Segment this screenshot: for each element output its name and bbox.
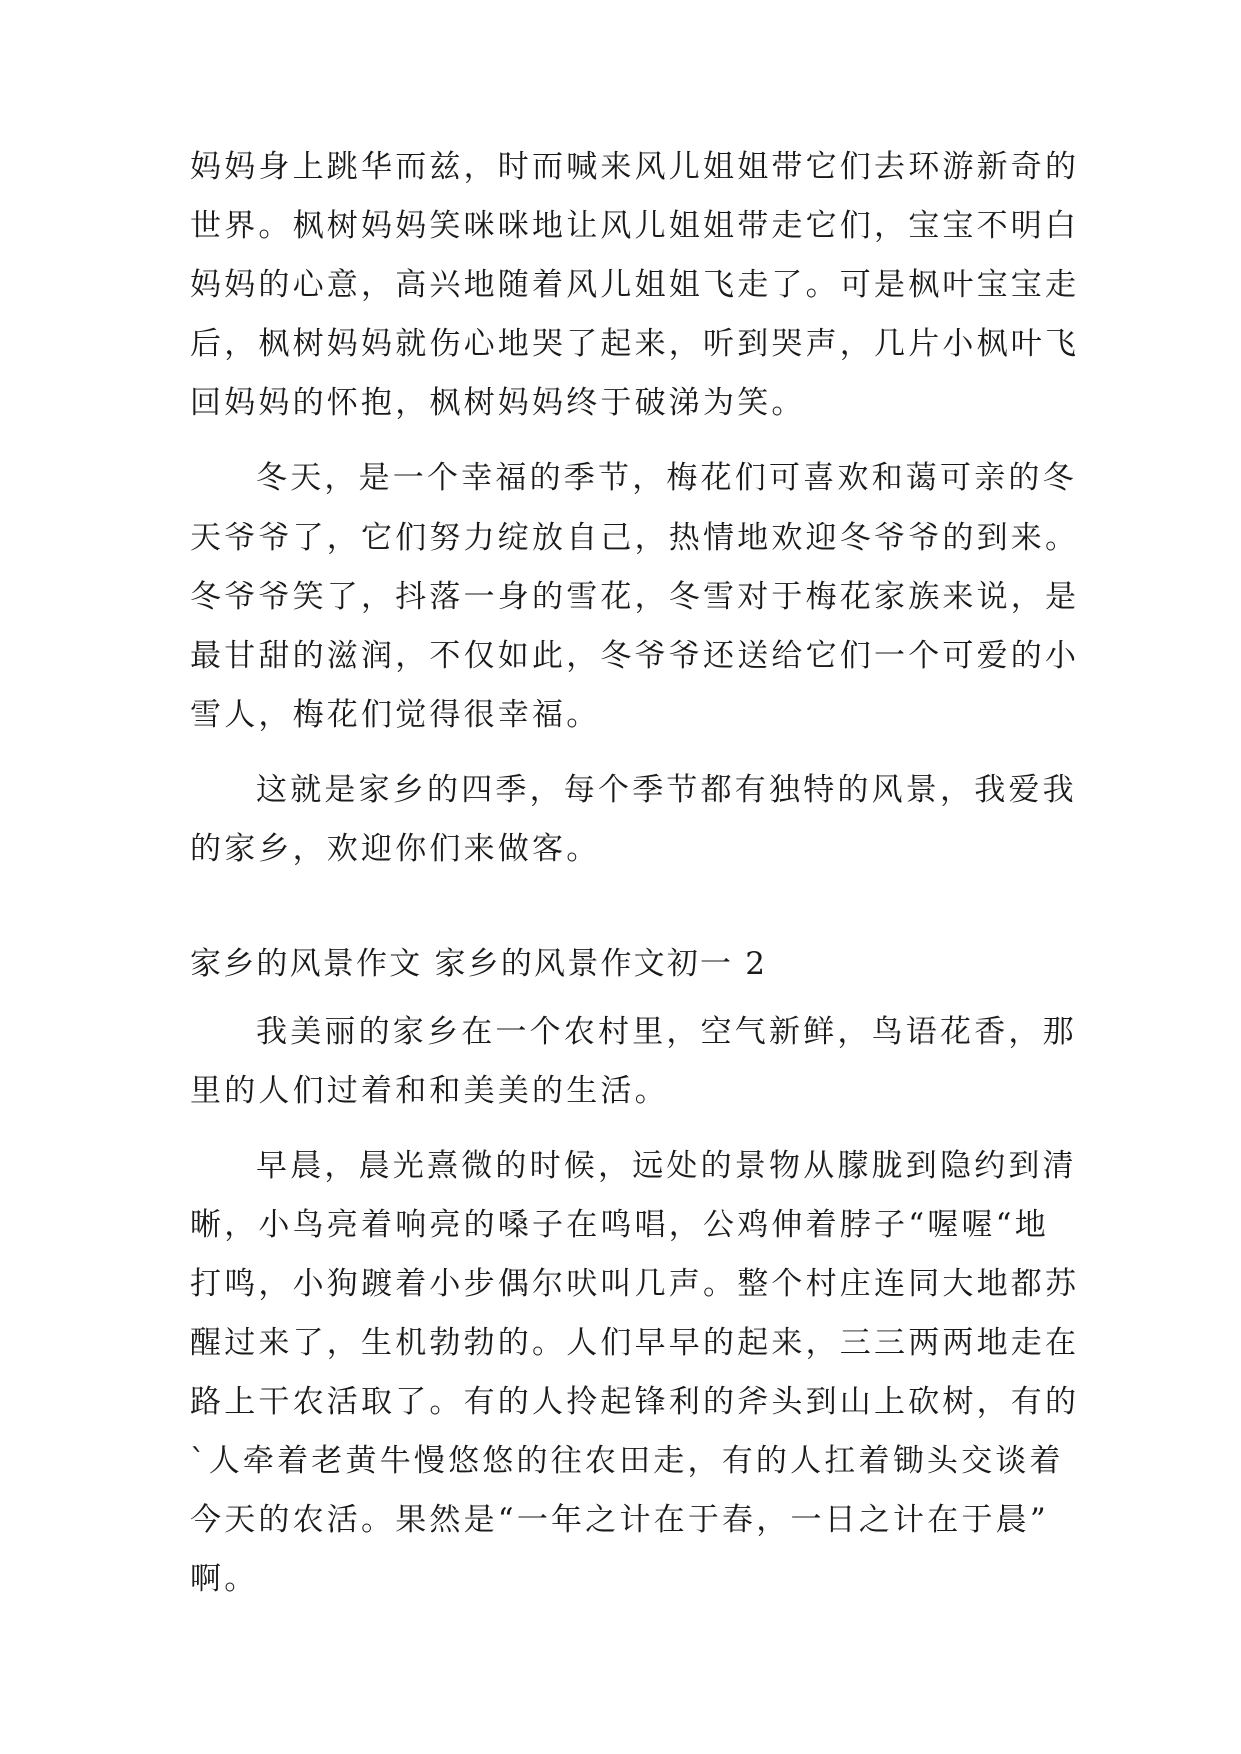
paragraph-line: 回妈妈的怀抱，枫树妈妈终于破涕为笑。: [190, 385, 806, 421]
paragraph-line: 今天的农活。果然是“一年之计在于春，一日之计在于晨”: [190, 1502, 1049, 1538]
paragraph-line: 雪人，梅花们觉得很幸福。: [190, 697, 601, 733]
paragraph-line: 里的人们过着和和美美的生活。: [190, 1073, 669, 1109]
paragraph-line: 我美丽的家乡在一个农村里，空气新鲜，鸟语花香，那: [256, 1014, 1077, 1050]
paragraph-line: 世界。枫树妈妈笑咪咪地让风儿姐姐带走它们，宝宝不明白: [190, 208, 1080, 244]
paragraph-line: 晰，小鸟亮着响亮的嗓子在鸣唱，公鸡伸着脖子“喔喔“地: [190, 1207, 1049, 1243]
paragraph-line: 妈妈的心意，高兴地随着风儿姐姐飞走了。可是枫叶宝宝走: [190, 267, 1080, 303]
paragraph-line: 打鸣，小狗踱着小步偶尔吠叫几声。整个村庄连同大地都苏: [190, 1266, 1080, 1302]
paragraph-line: 这就是家乡的四季，每个季节都有独特的风景，我爱我: [256, 772, 1077, 808]
paragraph-line: 路上干农活取了。有的人拎起锋利的斧头到山上砍树，有的: [190, 1384, 1080, 1420]
paragraph-line: 醒过来了，生机勃勃的。人们早早的起来，三三两两地走在: [190, 1325, 1080, 1361]
paragraph-line: 天爷爷了，它们努力绽放自己，热情地欢迎冬爷爷的到来。: [190, 520, 1080, 556]
paragraph-line: 后，枫树妈妈就伤心地哭了起来，听到哭声，几片小枫叶飞: [190, 326, 1080, 362]
paragraph-line: 啊。: [190, 1561, 259, 1597]
paragraph-line: 妈妈身上跳华而兹，时而喊来风儿姐姐带它们去环游新奇的: [190, 149, 1080, 185]
paragraph-line: 早晨，晨光熹微的时候，远处的景物从朦胧到隐约到清: [256, 1148, 1077, 1184]
paragraph-line: 冬爷爷笑了，抖落一身的雪花，冬雪对于梅花家族来说，是: [190, 579, 1080, 615]
article-heading: 家乡的风景作文 家乡的风景作文初一 2: [190, 946, 768, 982]
paragraph-line: 冬天，是一个幸福的季节，梅花们可喜欢和蔼可亲的冬: [256, 460, 1077, 496]
paragraph-line: 最甘甜的滋润，不仅如此，冬爷爷还送给它们一个可爱的小: [190, 638, 1080, 674]
paragraph-line: `人牵着老黄牛慢悠悠的往农田走，有的人扛着锄头交谈着: [190, 1443, 1064, 1479]
paragraph-line: 的家乡，欢迎你们来做客。: [190, 831, 601, 867]
